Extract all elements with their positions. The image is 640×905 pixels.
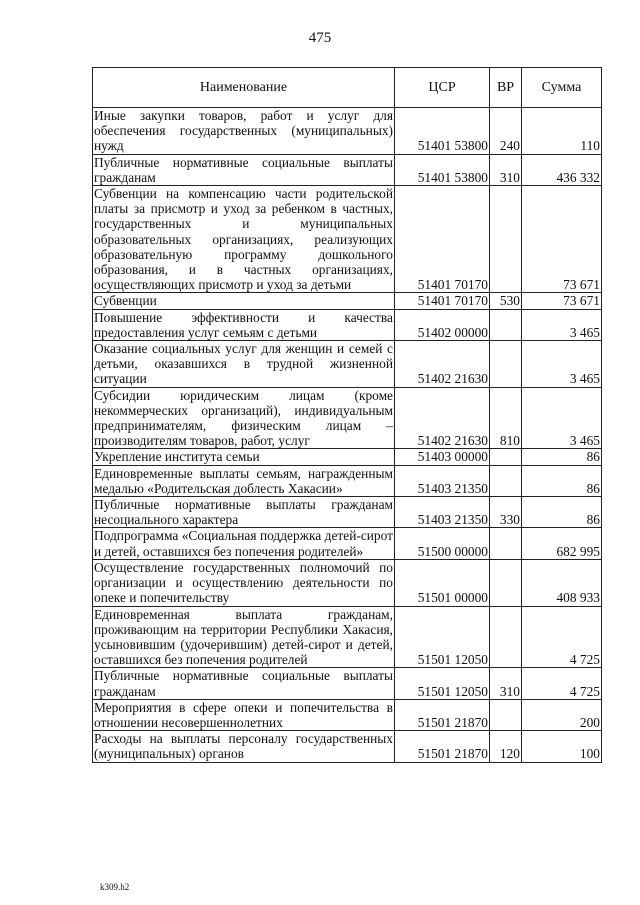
vr-cell xyxy=(490,559,522,606)
name-cell: Оказание социальных услуг для женщин и семей с детьми, оказавшихся в трудной жизненной ситуации xyxy=(94,341,393,387)
vr-cell xyxy=(490,528,522,559)
page-number: 475 xyxy=(308,30,332,46)
table-row xyxy=(93,606,602,668)
sum-cell: 110 xyxy=(522,108,602,155)
sum-cell: 408 933 xyxy=(522,559,602,606)
table-row xyxy=(93,341,602,388)
csr-cell: 51403 21350 xyxy=(395,465,490,496)
header-vr: ВР xyxy=(490,68,522,108)
table-row xyxy=(93,559,602,606)
table-row xyxy=(93,497,602,528)
sum-cell: 73 671 xyxy=(522,186,602,293)
vr-cell: 330 xyxy=(490,497,522,528)
table-row xyxy=(93,668,602,699)
name-cell: Укрепление института семьи xyxy=(93,449,395,465)
csr-cell: 51501 12050 xyxy=(395,668,490,699)
csr-cell: 51402 00000 xyxy=(395,309,490,340)
header-name: Наименование xyxy=(93,68,395,108)
name-cell: Публичные нормативные социальные выплаты гражданам xyxy=(94,154,393,185)
sum-cell: 200 xyxy=(522,699,602,730)
vr-cell xyxy=(490,465,522,496)
table-row xyxy=(93,731,602,762)
header-sum: Сумма xyxy=(522,68,602,108)
sum-cell: 682 995 xyxy=(522,528,602,559)
sum-cell: 73 671 xyxy=(522,293,602,309)
csr-cell: 51501 12050 xyxy=(395,606,490,668)
csr-cell: 51401 53800 xyxy=(395,108,490,155)
sum-cell: 3 465 xyxy=(522,387,602,449)
table-body xyxy=(93,108,602,763)
name-cell: Субвенции xyxy=(93,293,395,309)
vr-cell xyxy=(490,606,522,668)
csr-cell: 51403 00000 xyxy=(395,449,490,465)
table-row xyxy=(93,186,602,293)
csr-cell: 51403 21350 xyxy=(395,497,490,528)
csr-cell: 51402 21630 xyxy=(395,387,490,449)
name-cell: Публичные нормативные выплаты гражданам несоциального характера xyxy=(94,497,393,528)
footer-code: k309.h2 xyxy=(100,882,130,892)
name-cell: Иные закупки товаров, работ и услуг для обеспечения государственных (муниципальных) нужд xyxy=(94,108,393,154)
sum-cell: 86 xyxy=(522,465,602,496)
table-header-row xyxy=(93,68,602,108)
name-cell: Мероприятия в сфере опеки и попечительства в отношении несовершеннолетних xyxy=(94,699,393,730)
csr-cell: 51401 70170 xyxy=(395,186,490,293)
csr-cell: 51401 70170 xyxy=(395,293,490,309)
csr-cell: 51500 00000 xyxy=(395,528,490,559)
name-cell: Расходы на выплаты персоналу государственных (муниципальных) органов xyxy=(94,731,393,762)
table-row xyxy=(93,449,602,465)
sum-cell: 86 xyxy=(522,449,602,465)
table-row xyxy=(93,528,602,559)
table-row xyxy=(93,108,602,155)
vr-cell xyxy=(490,186,522,293)
name-cell: Субвенции на компенсацию части родительской платы за присмотр и уход за ребенком в частных, государственных и муниципальных образовательных организациях, реализующих образовательную программу дошкольного образования, и в частных организациях, осуществляющих присмотр и уход за детьми xyxy=(94,186,393,293)
csr-cell: 51501 21870 xyxy=(395,699,490,730)
vr-cell: 120 xyxy=(490,731,522,762)
name-cell: Публичные нормативные социальные выплаты гражданам xyxy=(94,668,393,699)
name-cell: Повышение эффективности и качества предоставления услуг семьям с детьми xyxy=(94,309,393,340)
vr-cell xyxy=(490,341,522,388)
sum-cell: 86 xyxy=(522,497,602,528)
vr-cell: 310 xyxy=(490,668,522,699)
name-cell: Осуществление государственных полномочий по организации и осуществлению деятельности по опеке и попечительству xyxy=(94,559,393,606)
table-row xyxy=(93,309,602,340)
csr-cell: 51501 00000 xyxy=(395,559,490,606)
name-cell: Единовременная выплата гражданам, проживающим на территории Республики Хакасия, усыновившим (удочерившим) детей-сирот и детей, оставшихся без попечения родителей xyxy=(94,606,393,668)
table-row xyxy=(93,465,602,496)
sum-cell: 100 xyxy=(522,731,602,762)
csr-cell: 51401 53800 xyxy=(395,154,490,185)
vr-cell: 310 xyxy=(490,154,522,185)
sum-cell: 4 725 xyxy=(522,668,602,699)
name-cell: Единовременные выплаты семьям, награжденным медалью «Родительская доблесть Хакасии» xyxy=(94,465,393,496)
csr-cell: 51501 21870 xyxy=(395,731,490,762)
table-row xyxy=(93,387,602,449)
sum-cell: 436 332 xyxy=(522,154,602,185)
budget-table xyxy=(92,67,602,763)
table-row xyxy=(93,293,602,309)
table-row xyxy=(93,699,602,730)
vr-cell: 530 xyxy=(490,293,522,309)
vr-cell xyxy=(490,309,522,340)
sum-cell: 4 725 xyxy=(522,606,602,668)
vr-cell xyxy=(490,449,522,465)
vr-cell xyxy=(490,699,522,730)
sum-cell: 3 465 xyxy=(522,309,602,340)
vr-cell: 810 xyxy=(490,387,522,449)
csr-cell: 51402 21630 xyxy=(395,341,490,388)
sum-cell: 3 465 xyxy=(522,341,602,388)
name-cell: Субсидии юридическим лицам (кроме некоммерческих организаций), индивидуальным предпринимателям, физическим лицам – производителям товаров, работ, услуг xyxy=(94,387,393,449)
name-cell: Подпрограмма «Социальная поддержка детей-сирот и детей, оставшихся без попечения родителей» xyxy=(94,528,393,559)
header-csr: ЦСР xyxy=(395,68,490,108)
table-row xyxy=(93,154,602,185)
vr-cell: 240 xyxy=(490,108,522,155)
